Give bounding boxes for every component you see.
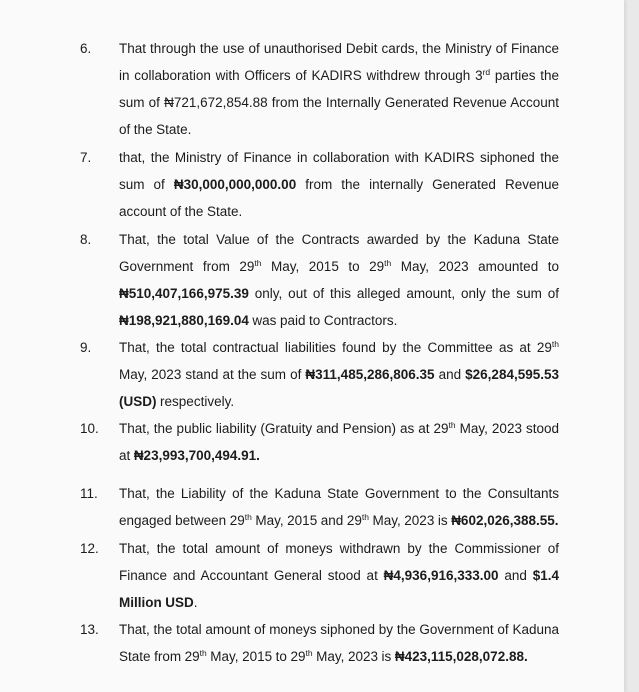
text-run: and <box>498 568 533 583</box>
ordinal-superscript: th <box>305 648 313 658</box>
text-run: May, 2015 and 29 <box>251 513 362 528</box>
ordinal-superscript: th <box>551 339 559 349</box>
text-run: parties the sum of ₦721,672,854.88 from the Internally Generated Revenue Account of the State. <box>119 68 559 137</box>
text-run: and <box>434 367 466 382</box>
bold-amount: ₦311,485,286,806.35 <box>305 367 435 382</box>
text-run: May, 2023 is <box>368 513 452 528</box>
text-run: . <box>193 595 198 610</box>
text-run: That, the Liability of the Kaduna State Government to the Consultants engaged between 29 <box>119 486 559 528</box>
ordinal-superscript: th <box>384 258 392 268</box>
item-text <box>119 415 559 469</box>
bold-amount: ₦30,000,000,000.00 <box>173 177 297 192</box>
text-run: May, 2015 to 29 <box>261 259 385 274</box>
item-number: 8. <box>80 232 92 247</box>
text-run: That, the total contractual liabilities found by the Committee as at 29 <box>119 340 552 355</box>
item-text <box>119 616 559 670</box>
item-number: 11. <box>80 486 98 501</box>
text-run: was paid to Contractors. <box>248 313 398 328</box>
text-run: That, the public liability (Gratuity and Pension) as at 29 <box>119 421 449 436</box>
bold-amount: $1.4 Million USD <box>119 568 559 610</box>
bold-amount: ₦423,115,028,072.88. <box>394 649 528 664</box>
item-number: 13. <box>80 622 99 637</box>
text-run: That, the total amount of moneys withdrawn by the Commissioner of Finance and Accountant General stood at <box>119 541 559 583</box>
ordinal-superscript: th <box>254 258 262 268</box>
text-run: May, 2023 amounted to <box>391 259 559 274</box>
item-number: 6. <box>80 41 92 56</box>
item-text <box>119 480 559 534</box>
item-text <box>119 535 559 616</box>
item-text <box>119 35 559 143</box>
item-number: 7. <box>80 150 92 165</box>
bold-amount: ₦4,936,916,333.00 <box>383 568 499 583</box>
text-run: May, 2023 stand at the sum of <box>119 367 306 382</box>
text-run: only, out of this alleged amount, only the sum of <box>248 286 559 301</box>
text-run: May, 2023 stood at <box>119 421 559 463</box>
bold-amount: ₦198,921,880,169.04 <box>119 313 249 328</box>
text-run: from the internally Generated Revenue account of the State. <box>119 177 559 219</box>
text-run: respectively. <box>156 394 235 409</box>
bold-amount: ₦23,993,700,494.91. <box>133 448 260 463</box>
text-run: That, the total amount of moneys siphoned by the Government of Kaduna State from 29 <box>119 622 559 664</box>
text-run: May, 2015 to 29 <box>206 649 306 664</box>
ordinal-superscript: th <box>361 512 369 522</box>
item-number: 9. <box>80 340 92 355</box>
text-run: That, the total Value of the Contracts awarded by the Kaduna State Government from 29 <box>119 232 559 274</box>
ordinal-superscript: th <box>244 512 252 522</box>
item-text <box>119 226 559 334</box>
item-number: 12. <box>80 541 99 556</box>
ordinal-superscript: th <box>448 420 456 430</box>
bold-amount: ₦510,407,166,975.39 <box>119 286 249 301</box>
ordinal-superscript: rd <box>482 67 491 77</box>
text-run: That through the use of unauthorised Debit cards, the Ministry of Finance in collaboration with Officers of KADIRS withdrew through 3 <box>119 41 559 83</box>
bold-amount: $26,284,595.53 (USD) <box>119 367 559 409</box>
item-text <box>119 144 559 225</box>
ordinal-superscript: th <box>199 648 207 658</box>
item-text <box>119 334 559 415</box>
text-run: that, the Ministry of Finance in collaboration with KADIRS siphoned the sum of <box>119 150 559 192</box>
item-number: 10. <box>80 421 99 436</box>
bold-amount: ₦602,026,388.55. <box>451 513 559 528</box>
text-run: May, 2023 is <box>312 649 395 664</box>
